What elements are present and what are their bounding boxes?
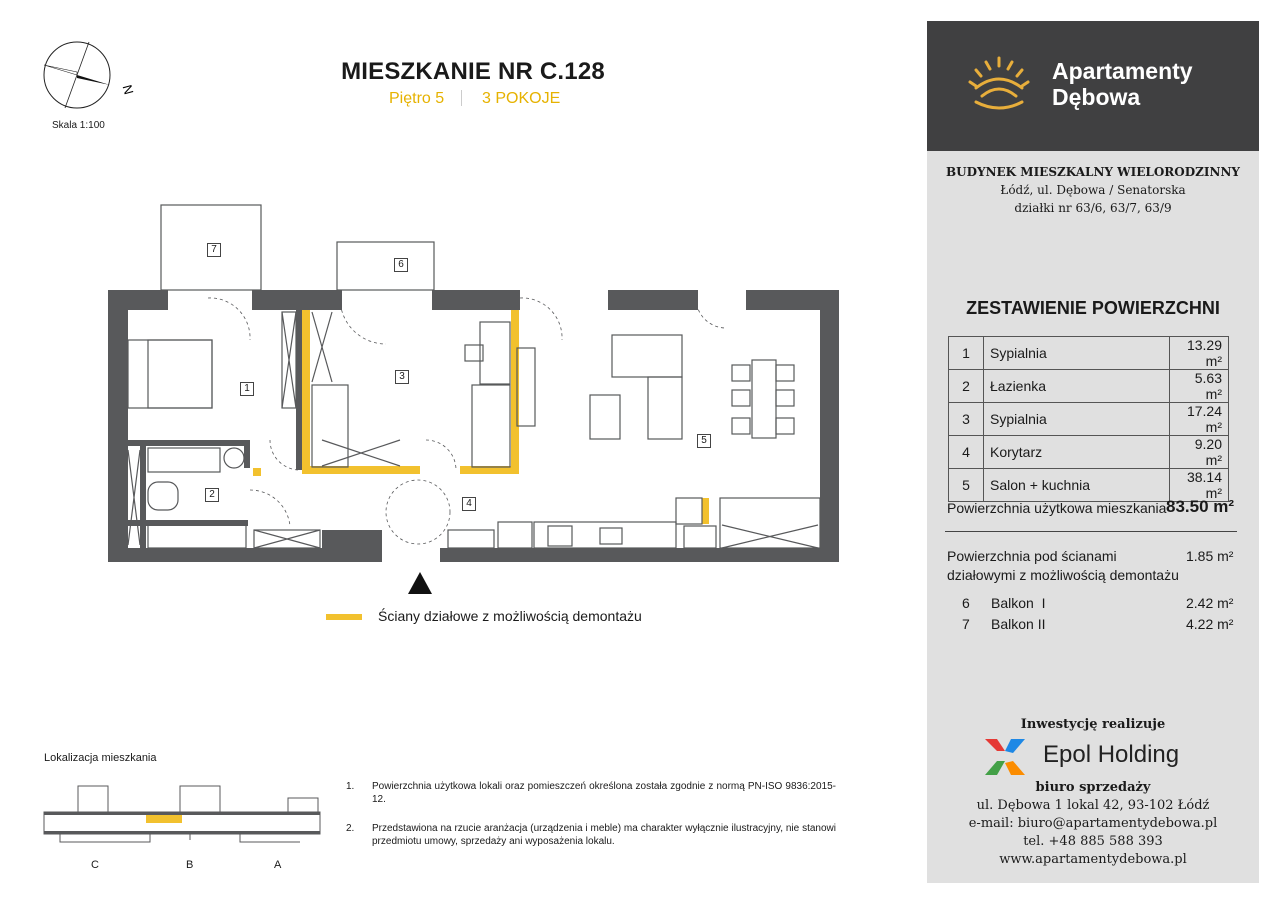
room-name: Łazienka — [984, 370, 1170, 403]
walls-label-line-2: działowymi z możliwością demontażu — [947, 567, 1179, 583]
room-name: Sypialnia — [984, 403, 1170, 436]
brand-line-2: Dębowa — [1052, 84, 1141, 110]
developer-name: Epol Holding — [1043, 741, 1180, 768]
room-area: 38.14 m² — [1170, 469, 1229, 502]
balcony-area: 4.22 m² — [1186, 616, 1234, 632]
summary-divider — [945, 531, 1237, 532]
room-label-4: 4 — [462, 497, 476, 511]
area-table — [948, 336, 1229, 502]
room-name: Salon + kuchnia — [984, 469, 1170, 502]
note-2-text: Przedstawiona na rzucie aranżacja (urządzenia i meble) ma charakter wyłącznie ilustracyjny, nie stanowi przedmiotu umowy, sprzedaży ani wyposażenia lokalu. — [372, 823, 836, 847]
room-number: 2 — [949, 370, 984, 403]
room-name: Korytarz — [984, 436, 1170, 469]
invest-label: Inwestycję realizuje — [1020, 717, 1166, 732]
balcony-name: Balkon I — [991, 595, 1046, 611]
usable-area-value: 83.50 m² — [1166, 497, 1235, 516]
room-label-1: 1 — [240, 382, 254, 396]
apartment-title: MIESZKANIE NR C.128 — [341, 58, 605, 85]
office-email[interactable]: e-mail: biuro@apartamentydebowa.pl — [968, 816, 1218, 831]
rooms-label: 3 POKOJE — [482, 90, 561, 107]
room-name: Sypialnia — [984, 337, 1170, 370]
brand-name — [1052, 58, 1193, 110]
section-label-c: C — [91, 859, 99, 871]
epol-logo-icon — [983, 737, 1027, 777]
room-number: 1 — [949, 337, 984, 370]
room-area: 9.20 m² — [1170, 436, 1229, 469]
website-link[interactable]: www.apartamentydebowa.pl — [999, 852, 1187, 867]
floor-label: Piętro 5 — [389, 90, 445, 107]
compass-icon — [40, 40, 140, 120]
location-map — [40, 780, 330, 850]
building-plots: działki nr 63/6, 63/7, 63/9 — [1014, 201, 1172, 215]
note-2-number: 2. — [346, 823, 355, 834]
room-label-7: 7 — [207, 243, 221, 257]
table-row — [949, 337, 1229, 370]
office-label: biuro sprzedaży — [1035, 780, 1151, 795]
sun-logo-icon — [966, 54, 1032, 114]
usable-area-label: Powierzchnia użytkowa mieszkania — [947, 500, 1167, 516]
room-number: 4 — [949, 436, 984, 469]
balcony-name: Balkon II — [991, 616, 1046, 632]
room-label-6: 6 — [394, 258, 408, 272]
building-address: Łódź, ul. Dębowa / Senatorska — [1000, 183, 1186, 197]
summary-title: ZESTAWIENIE POWIERZCHNI — [966, 298, 1220, 318]
header-divider — [461, 90, 462, 106]
legend-swatch — [326, 614, 362, 620]
note-1-number: 1. — [346, 781, 355, 792]
walls-label-line-1: Powierzchnia pod ścianami — [947, 548, 1117, 564]
room-area: 17.24 m² — [1170, 403, 1229, 436]
brand-line-1: Apartamenty — [1052, 58, 1193, 84]
scale-label: Skala 1:100 — [52, 120, 105, 131]
room-area: 5.63 m² — [1170, 370, 1229, 403]
room-area: 13.29 m² — [1170, 337, 1229, 370]
room-label-5: 5 — [697, 434, 711, 448]
legend-label: Ściany działowe z możliwością demontażu — [378, 608, 642, 624]
balcony-area: 2.42 m² — [1186, 595, 1234, 611]
note-1-text: Powierzchnia użytkowa lokali oraz pomieszczeń określona została zgodnie z normą PN-ISO 9836:2015-12. — [372, 781, 836, 805]
room-number: 3 — [949, 403, 984, 436]
room-label-2: 2 — [205, 488, 219, 502]
office-phone[interactable]: tel. +48 885 588 393 — [1023, 834, 1163, 849]
section-label-a: A — [274, 859, 282, 871]
office-address: ul. Dębowa 1 lokal 42, 93-102 Łódź — [976, 798, 1210, 813]
north-label: N — [119, 83, 137, 97]
section-label-b: B — [186, 859, 194, 871]
room-label-3: 3 — [395, 370, 409, 384]
balcony-number: 6 — [962, 595, 970, 611]
building-type: BUDYNEK MIESZKALNY WIELORODZINNY — [945, 165, 1240, 179]
balcony-number: 7 — [962, 616, 970, 632]
room-number: 5 — [949, 469, 984, 502]
table-row — [949, 403, 1229, 436]
walls-value: 1.85 m² — [1186, 548, 1234, 564]
table-row — [949, 370, 1229, 403]
table-row — [949, 436, 1229, 469]
location-title: Lokalizacja mieszkania — [44, 752, 157, 764]
